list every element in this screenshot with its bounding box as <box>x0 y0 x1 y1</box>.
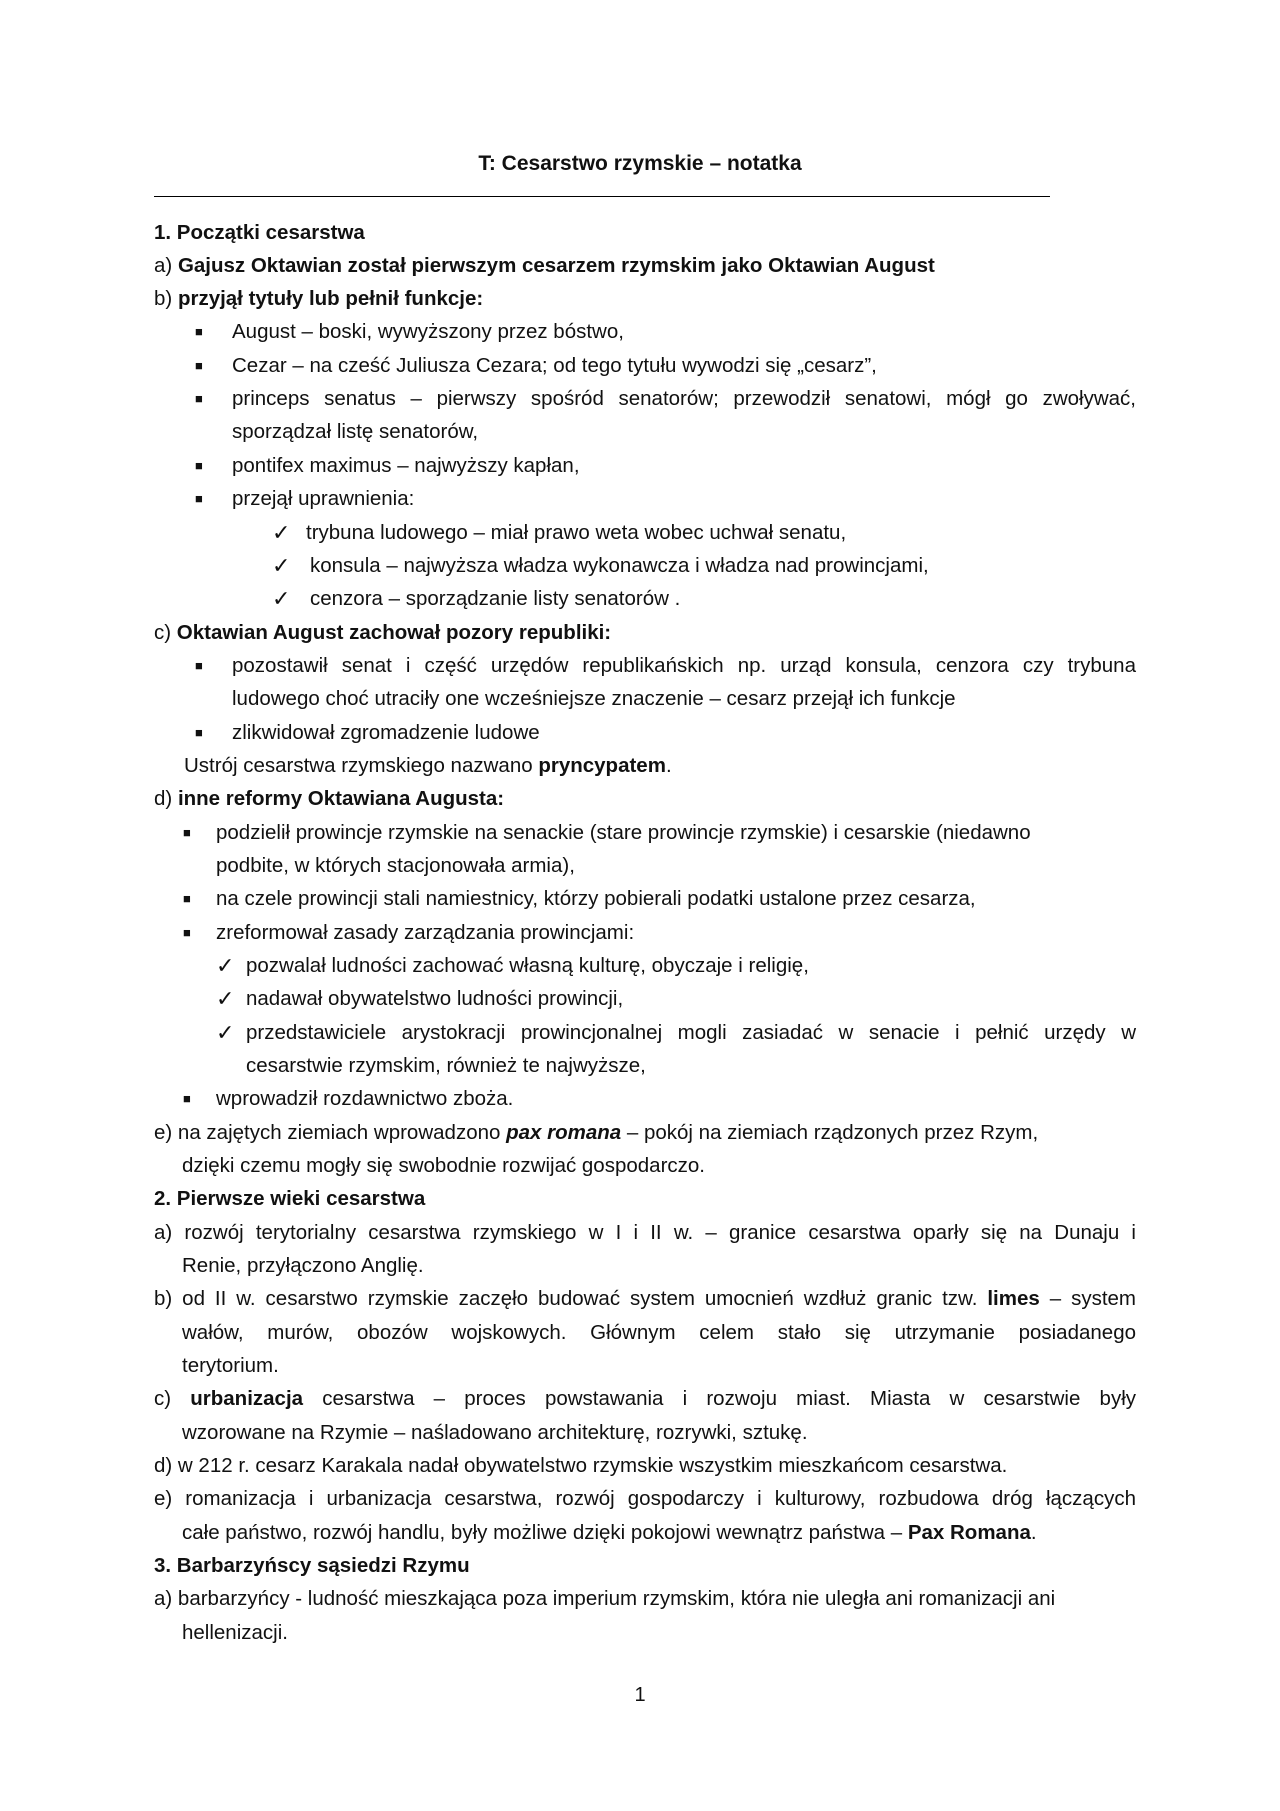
title-underline <box>154 196 1050 197</box>
list-item: na czele prowincji stali namiestnicy, którzy pobierali podatki ustalone przez cesarza, <box>216 887 976 910</box>
item-1c: c) Oktawian August zachował pozory republiki: <box>154 621 612 644</box>
bullet-icon: ■ <box>183 891 191 906</box>
item-2c: c) urbanizacja cesarstwa – proces powstawania i rozwoju miast. Miasta w cesarstwie były <box>154 1387 1136 1410</box>
item-2c-continued: wzorowane na Rzymie – naśladowano architekturę, rozrywki, sztukę. <box>182 1421 808 1444</box>
item-2e-continued: całe państwo, rozwój handlu, były możliwe dzięki pokojowi wewnątrz państwa – Pax Romana. <box>182 1521 1037 1544</box>
checkmark-icon: ✓ <box>216 986 235 1011</box>
item-3a: a) barbarzyńcy - ludność mieszkająca poza imperium rzymskim, która nie uległa ani romanizacji ani <box>154 1587 1056 1610</box>
page-title: T: Cesarstwo rzymskie – notatka <box>478 152 802 175</box>
list-item-continued: podbite, w których stacjonowała armia), <box>216 854 575 877</box>
list-item: zreformował zasady zarządzania prowincjami: <box>216 921 635 944</box>
item-2d: d) w 212 r. cesarz Karakala nadał obywatelstwo rzymskie wszystkim mieszkańcom cesarstwa. <box>154 1454 1008 1477</box>
section-2-heading: 2. Pierwsze wieki cesarstwa <box>154 1187 426 1210</box>
list-item-continued: sporządzał listę senatorów, <box>232 420 479 443</box>
list-item: zlikwidował zgromadzenie ludowe <box>232 721 540 744</box>
item-2a: a) rozwój terytorialny cesarstwa rzymskiego w I i II w. – granice cesarstwa oparły się na Dunaju i <box>154 1221 1136 1244</box>
list-item: przejął uprawnienia: <box>232 487 415 510</box>
check-item: przedstawiciele arystokracji prowincjonalnej mogli zasiadać w senacie i pełnić urzędy w <box>246 1021 1136 1044</box>
item-2b: b) od II w. cesarstwo rzymskie zaczęło budować system umocnień wzdłuż granic tzw. limes – system <box>154 1287 1136 1310</box>
list-item: Cezar – na cześć Juliusza Cezara; od tego tytułu wywodzi się „cesarz”, <box>232 354 877 377</box>
item-1e-continued: dzięki czemu mogły się swobodnie rozwijać gospodarczo. <box>182 1154 705 1177</box>
bullet-icon: ■ <box>195 491 203 506</box>
item-2e: e) romanizacja i urbanizacja cesarstwa, rozwój gospodarczy i kulturowy, rozbudowa dróg łączących <box>154 1487 1136 1510</box>
check-item: nadawał obywatelstwo ludności prowincji, <box>246 987 624 1010</box>
page-number: 1 <box>634 1684 646 1706</box>
list-item-continued: ludowego choć utraciły one wcześniejsze znaczenie – cesarz przejął ich funkcje <box>232 687 956 710</box>
ustroj-note: Ustrój cesarstwa rzymskiego nazwano pryncypatem. <box>184 754 672 777</box>
check-item: pozwalał ludności zachować własną kulturę, obyczaje i religię, <box>246 954 809 977</box>
bullet-icon: ■ <box>183 1091 191 1106</box>
section-1-heading: 1. Początki cesarstwa <box>154 221 365 244</box>
bullet-icon: ■ <box>195 324 203 339</box>
item-1d: d) inne reformy Oktawiana Augusta: <box>154 787 505 810</box>
list-item: podzielił prowincje rzymskie na senackie (stare prowincje rzymskie) i cesarskie (niedawno <box>216 821 1031 844</box>
bullet-icon: ■ <box>183 925 191 940</box>
checkmark-icon: ✓ <box>272 586 291 611</box>
item-1e: e) na zajętych ziemiach wprowadzono pax romana – pokój na ziemiach rządzonych przez Rzym, <box>154 1121 1039 1144</box>
check-item: cenzora – sporządzanie listy senatorów . <box>310 587 681 610</box>
item-2b-continued: wałów, murów, obozów wojskowych. Głównym celem stało się utrzymanie posiadanego <box>182 1321 1136 1344</box>
bullet-icon: ■ <box>195 658 203 673</box>
checkmark-icon: ✓ <box>272 553 291 578</box>
bullet-icon: ■ <box>183 825 191 840</box>
checkmark-icon: ✓ <box>216 1020 235 1045</box>
item-2a-continued: Renie, przyłączono Anglię. <box>182 1254 424 1277</box>
section-3-heading: 3. Barbarzyńscy sąsiedzi Rzymu <box>154 1554 470 1577</box>
list-item: princeps senatus – pierwszy spośród senatorów; przewodził senatowi, mógł go zwoływać, <box>232 387 1136 410</box>
item-1b: b) przyjął tytuły lub pełnił funkcje: <box>154 287 484 310</box>
list-item: pontifex maximus – najwyższy kapłan, <box>232 454 580 477</box>
check-item: konsula – najwyższa władza wykonawcza i władza nad prowincjami, <box>310 554 929 577</box>
bullet-icon: ■ <box>195 391 203 406</box>
bullet-icon: ■ <box>195 725 203 740</box>
item-1a: a) Gajusz Oktawian został pierwszym cesarzem rzymskim jako Oktawian August <box>154 254 935 277</box>
item-2b-continued: terytorium. <box>182 1354 279 1377</box>
list-item: August – boski, wywyższony przez bóstwo, <box>232 320 624 343</box>
list-item: pozostawił senat i część urzędów republikańskich np. urząd konsula, cenzora czy trybuna <box>232 654 1136 677</box>
checkmark-icon: ✓ <box>272 520 291 545</box>
check-item: trybuna ludowego – miał prawo weta wobec uchwał senatu, <box>306 521 847 544</box>
list-item: wprowadził rozdawnictwo zboża. <box>216 1087 514 1110</box>
check-item-continued: cesarstwie rzymskim, również te najwyższe, <box>246 1054 646 1077</box>
bullet-icon: ■ <box>195 458 203 473</box>
item-3a-continued: hellenizacji. <box>182 1621 288 1644</box>
bullet-icon: ■ <box>195 358 203 373</box>
checkmark-icon: ✓ <box>216 953 235 978</box>
